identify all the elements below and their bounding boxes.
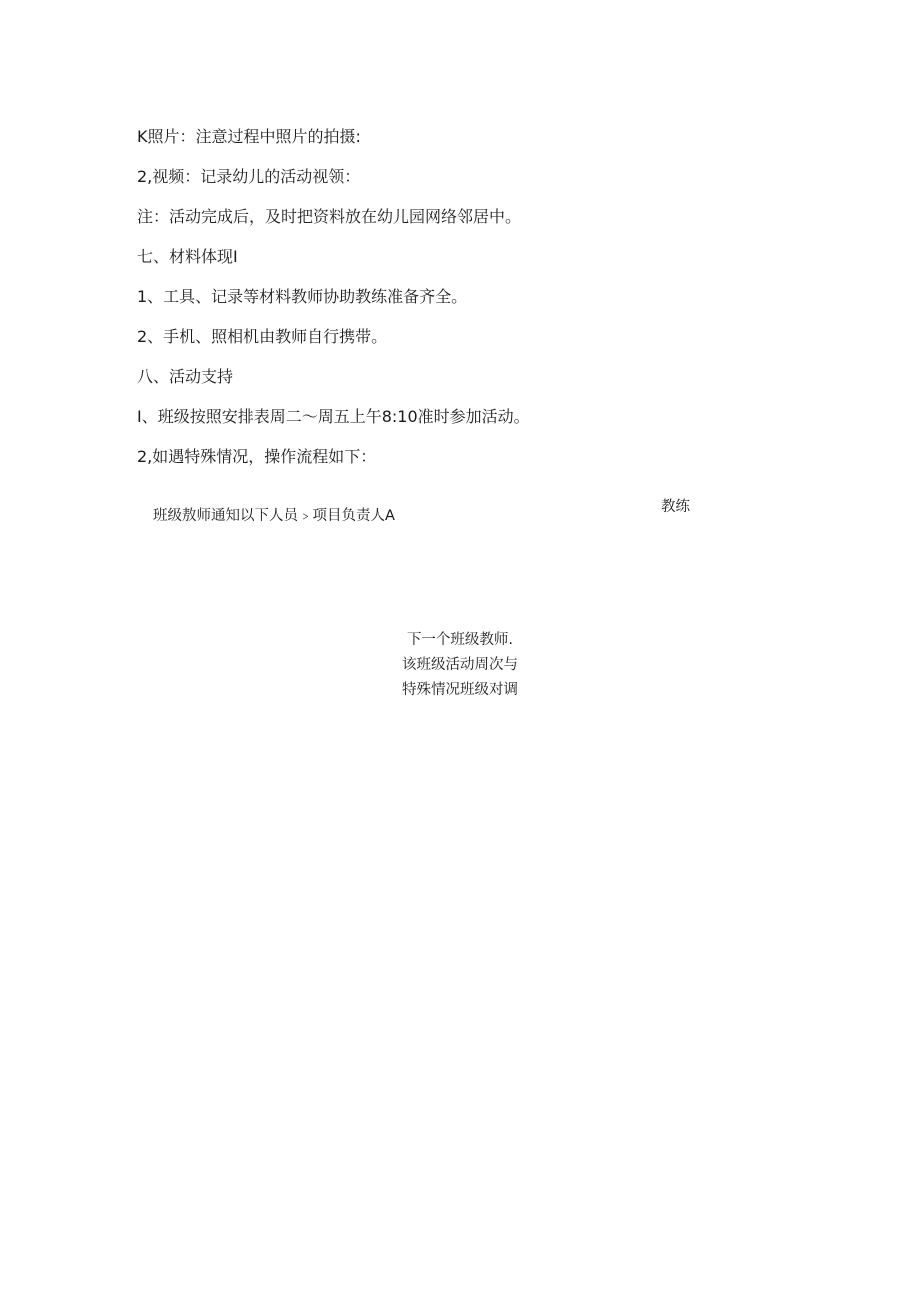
section-heading-materials: 七、材料体现I: [137, 247, 238, 266]
paragraph-video: 2,视频：记录幼儿的活动视领：: [137, 167, 361, 186]
paragraph-tools: 1、工具、记录等材料教师协助教练准备齐全。: [137, 287, 468, 306]
flow-next-block: [380, 628, 540, 703]
flow-next-line: 特殊情况班级对调: [402, 682, 518, 698]
flow-next-line: 下一个班级教师.: [406, 632, 514, 648]
paragraph-devices: 2、手机、照相机由教师自行携带。: [137, 327, 388, 346]
paragraph-note: 注：活动完成后，及时把资料放在幼儿园网络邻居中。: [137, 207, 522, 226]
paragraph-special-case: 2,如遇特殊情况，操作流程如下：: [137, 447, 377, 466]
paragraph-photo: K照片：注意过程中照片的拍摄:: [137, 127, 361, 146]
flow-next-line: 该班级活动周次与: [402, 657, 518, 673]
section-heading-support: 八、活动支持: [137, 367, 234, 386]
paragraph-schedule: I、班级按照安排表周二〜周五上午8:10准时参加活动。: [137, 407, 530, 426]
flow-start-text: 班级敖师通知以下人员﹥项目负责人A: [153, 508, 395, 524]
flow-coach-text: 教练: [661, 499, 690, 515]
